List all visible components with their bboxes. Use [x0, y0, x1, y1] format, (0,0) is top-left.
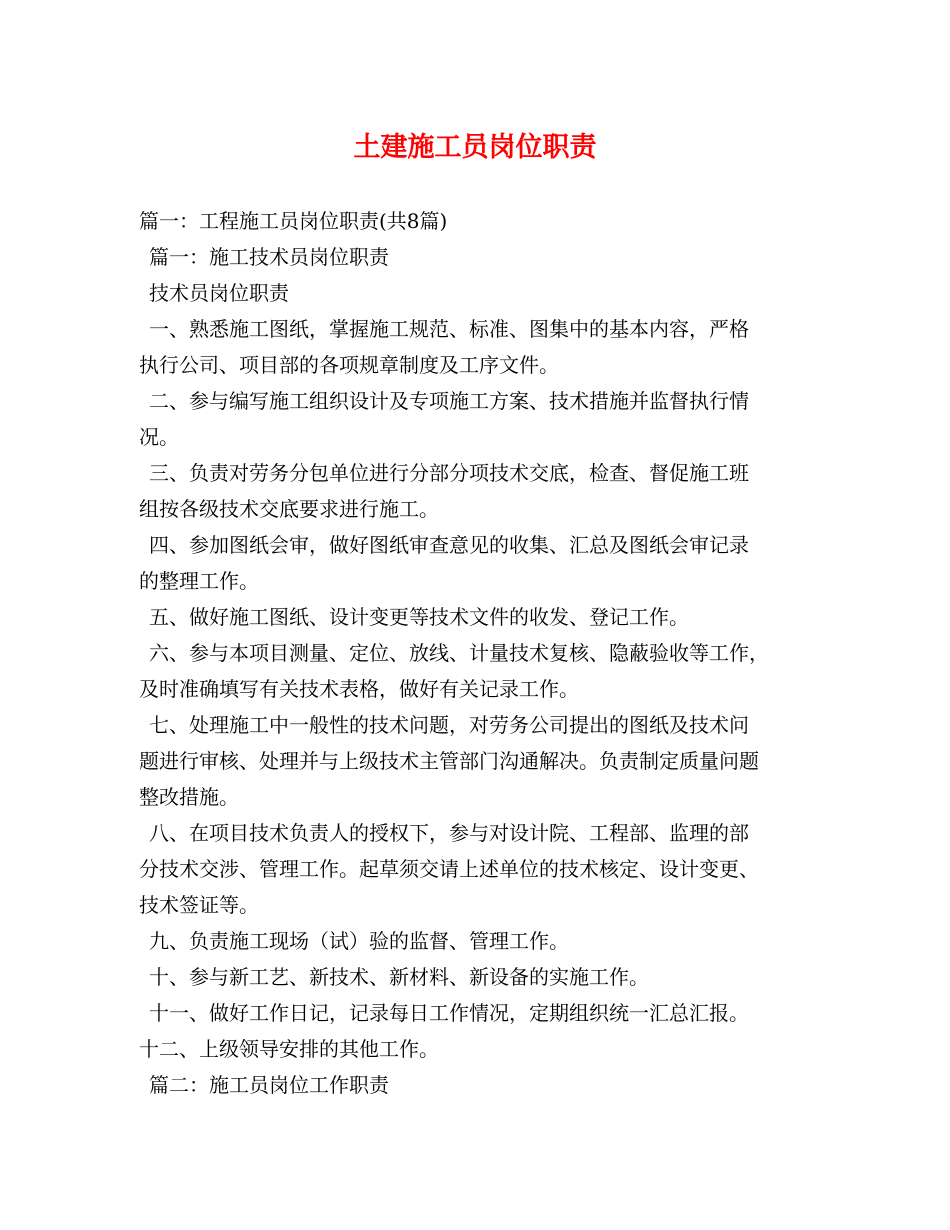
subheading-part-two: 篇二：施工员岗位工作职责	[149, 1073, 389, 1097]
paragraph-line: 七、处理施工中一般性的技术问题，对劳务公司提出的图纸及技术问	[149, 713, 749, 737]
paragraph-line: 十一、做好工作日记，记录每日工作情况，定期组织统一汇总汇报。	[149, 1001, 749, 1025]
paragraph-line: 执行公司、项目部的各项规章制度及工序文件。	[139, 353, 559, 377]
subheading-part-one: 篇一：施工技术员岗位职责	[149, 245, 389, 269]
paragraph-line: 一、熟悉施工图纸，掌握施工规范、标准、图集中的基本内容，严格	[149, 317, 749, 341]
paragraph-line: 八、在项目技术负责人的授权下，参与对设计院、工程部、监理的部	[149, 821, 749, 845]
paragraph-line: 题进行审核、处理并与上级技术主管部门沟通解决。负责制定质量问题	[139, 749, 759, 773]
paragraph-line: 十、参与新工艺、新技术、新材料、新设备的实施工作。	[149, 965, 649, 989]
paragraph-line: 组按各级技术交底要求进行施工。	[139, 497, 439, 521]
paragraph-line: 技术签证等。	[139, 893, 259, 917]
paragraph-line: 分技术交涉、管理工作。起草须交请上述单位的技术核定、设计变更、	[139, 857, 759, 881]
paragraph-line: 三、负责对劳务分包单位进行分部分项技术交底，检查、督促施工班	[149, 461, 749, 485]
paragraph-line: 二、参与编写施工组织设计及专项施工方案、技术措施并监督执行情	[149, 389, 749, 413]
paragraph-line: 整改措施。	[139, 785, 239, 809]
paragraph-line: 况。	[139, 425, 179, 449]
paragraph-line: 九、负责施工现场（试）验的监督、管理工作。	[149, 929, 569, 953]
section-heading: 技术员岗位职责	[149, 281, 289, 305]
heading-part-one: 篇一：工程施工员岗位职责(共8篇)	[139, 209, 448, 233]
paragraph-line: 十二、上级领导安排的其他工作。	[139, 1037, 439, 1061]
paragraph-line: 及时准确填写有关技术表格，做好有关记录工作。	[139, 677, 579, 701]
paragraph-line: 四、参加图纸会审，做好图纸审查意见的收集、汇总及图纸会审记录	[149, 533, 749, 557]
paragraph-line: 五、做好施工图纸、设计变更等技术文件的收发、登记工作。	[149, 605, 689, 629]
document-title: 土建施工员岗位职责	[353, 132, 597, 163]
document-body	[139, 203, 829, 1103]
paragraph-line: 的整理工作。	[139, 569, 259, 593]
paragraph-line: 六、参与本项目测量、定位、放线、计量技术复核、隐蔽验收等工作，	[149, 641, 769, 665]
